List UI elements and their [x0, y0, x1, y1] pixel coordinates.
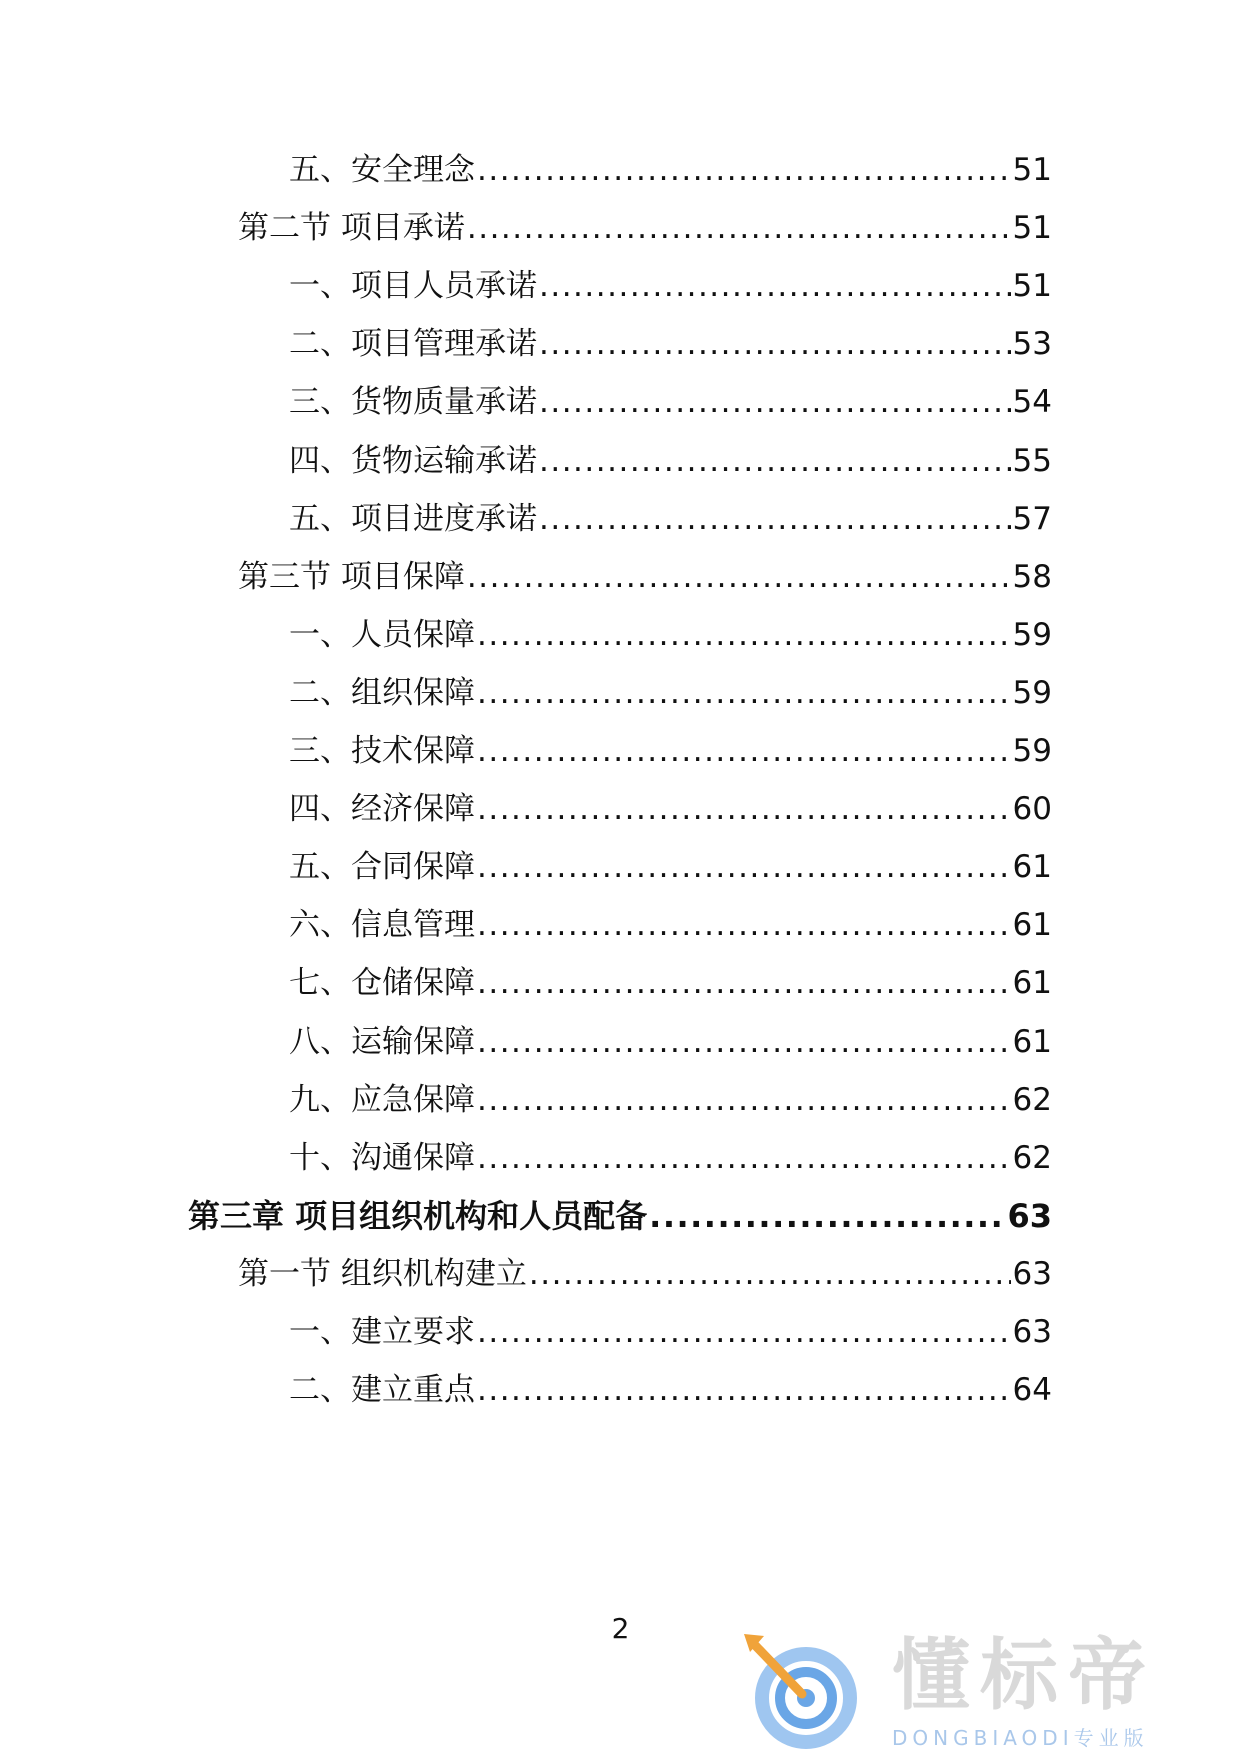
toc-dot-leader — [477, 1018, 1011, 1066]
toc-dot-leader — [477, 1366, 1011, 1414]
watermark — [740, 1628, 1240, 1754]
toc-entry-label: 九、应急保障 — [289, 1081, 475, 1118]
toc-dot-leader — [539, 262, 1011, 310]
toc-dot-leader — [477, 727, 1011, 775]
toc-entry[interactable] — [238, 1250, 1052, 1298]
toc-entry-page: 61 — [1012, 965, 1052, 1002]
toc-dot-leader — [477, 669, 1011, 717]
toc-entry[interactable] — [289, 495, 1052, 543]
toc-entry-page: 61 — [1012, 1023, 1052, 1060]
toc-entry-label: 三、技术保障 — [289, 733, 475, 769]
toc-entry[interactable] — [289, 901, 1052, 949]
toc-entry-label: 七、仓储保障 — [289, 965, 475, 1002]
toc-entry-label: 一、建立要求 — [289, 1314, 475, 1350]
toc-dot-leader — [649, 1192, 1005, 1240]
toc-entry-page: 63 — [1012, 1314, 1052, 1350]
toc-entry-label: 五、安全理念 — [289, 152, 475, 188]
toc-entry[interactable] — [188, 1192, 1052, 1240]
toc-entry-label: 第三节 项目保障 — [238, 558, 465, 595]
toc-entry-page: 59 — [1012, 733, 1052, 769]
toc-entry[interactable] — [289, 1366, 1052, 1414]
toc-entry[interactable] — [289, 1076, 1052, 1124]
toc-dot-leader — [477, 1076, 1011, 1124]
toc-dot-leader — [477, 611, 1011, 659]
toc-entry[interactable] — [238, 204, 1052, 252]
toc-dot-leader — [467, 204, 1011, 252]
toc-dot-leader — [539, 495, 1011, 543]
toc-dot-leader — [539, 378, 1011, 426]
toc-entry-page: 53 — [1012, 326, 1052, 363]
toc-entry-label: 第三章 项目组织机构和人员配备 — [188, 1196, 648, 1235]
toc-entry-label: 一、项目人员承诺 — [289, 268, 537, 305]
toc-dot-leader — [477, 1308, 1011, 1356]
toc-entry[interactable] — [289, 320, 1052, 368]
toc-entry-label: 三、货物质量承诺 — [289, 384, 537, 421]
toc-entry[interactable] — [289, 611, 1052, 659]
toc-entry-label: 二、组织保障 — [289, 674, 475, 711]
toc-entry-label: 第二节 项目承诺 — [238, 210, 465, 247]
toc-entry-page: 57 — [1012, 500, 1052, 537]
toc-entry-page: 61 — [1012, 907, 1052, 944]
toc-dot-leader — [477, 843, 1011, 891]
toc-entry-page: 62 — [1012, 1139, 1052, 1176]
toc-entry-page: 54 — [1012, 384, 1052, 421]
toc-dot-leader — [539, 437, 1011, 485]
toc-dot-leader — [539, 320, 1011, 368]
toc-entry-page: 59 — [1012, 674, 1052, 711]
toc-entry-page: 64 — [1012, 1372, 1052, 1409]
toc-entry-label: 十、沟通保障 — [289, 1139, 475, 1176]
toc-entry-label: 一、人员保障 — [289, 616, 475, 653]
toc-entry-page: 63 — [1007, 1196, 1052, 1235]
toc-entry[interactable] — [289, 1308, 1052, 1356]
toc-entry-label: 六、信息管理 — [289, 907, 475, 944]
page-number: 2 — [611, 1612, 630, 1645]
toc-entry[interactable] — [289, 1134, 1052, 1182]
toc-entry-page: 62 — [1012, 1081, 1052, 1118]
watermark-brand: 懂标帝 — [892, 1631, 1157, 1721]
toc-dot-leader — [477, 146, 1011, 194]
toc-entry[interactable] — [289, 146, 1052, 194]
toc-entry[interactable] — [289, 378, 1052, 426]
toc-entry[interactable] — [289, 437, 1052, 485]
toc-entry[interactable] — [289, 785, 1052, 833]
toc-entry[interactable] — [289, 959, 1052, 1007]
toc-entry[interactable] — [238, 553, 1052, 601]
toc-entry-label: 八、运输保障 — [289, 1023, 475, 1060]
toc-dot-leader — [477, 959, 1011, 1007]
toc-entry-page: 60 — [1012, 791, 1052, 828]
toc-entry-label: 四、货物运输承诺 — [289, 442, 537, 479]
toc-dot-leader — [467, 553, 1011, 601]
toc-entry-page: 59 — [1012, 616, 1052, 653]
toc-entry-page: 51 — [1012, 152, 1052, 188]
toc-entry[interactable] — [289, 262, 1052, 310]
toc-entry-page: 63 — [1012, 1255, 1052, 1292]
toc-entry-label: 第一节 组织机构建立 — [238, 1255, 527, 1292]
toc-entry-page: 61 — [1012, 849, 1052, 886]
toc-dot-leader — [477, 1134, 1011, 1182]
toc-entry[interactable] — [289, 727, 1052, 775]
toc-entry-label: 二、项目管理承诺 — [289, 326, 537, 363]
toc-entry[interactable] — [289, 1018, 1052, 1066]
toc-entry-label: 五、项目进度承诺 — [289, 500, 537, 537]
toc-dot-leader — [529, 1250, 1011, 1298]
toc-entry-page: 55 — [1012, 442, 1052, 479]
toc-entry-page: 51 — [1012, 210, 1052, 247]
toc-entry-label: 五、合同保障 — [289, 849, 475, 886]
toc-entry-label: 四、经济保障 — [289, 791, 475, 828]
toc-entry-page: 51 — [1012, 268, 1052, 305]
toc-entry-page: 58 — [1012, 558, 1052, 595]
toc-entry[interactable] — [289, 843, 1052, 891]
toc-dot-leader — [477, 901, 1011, 949]
target-logo-icon — [740, 1628, 870, 1754]
toc-entry[interactable] — [289, 669, 1052, 717]
toc-dot-leader — [477, 785, 1011, 833]
watermark-subtitle: DONGBIAODI专业版 — [892, 1726, 1149, 1750]
toc-entry-label: 二、建立重点 — [289, 1372, 475, 1409]
